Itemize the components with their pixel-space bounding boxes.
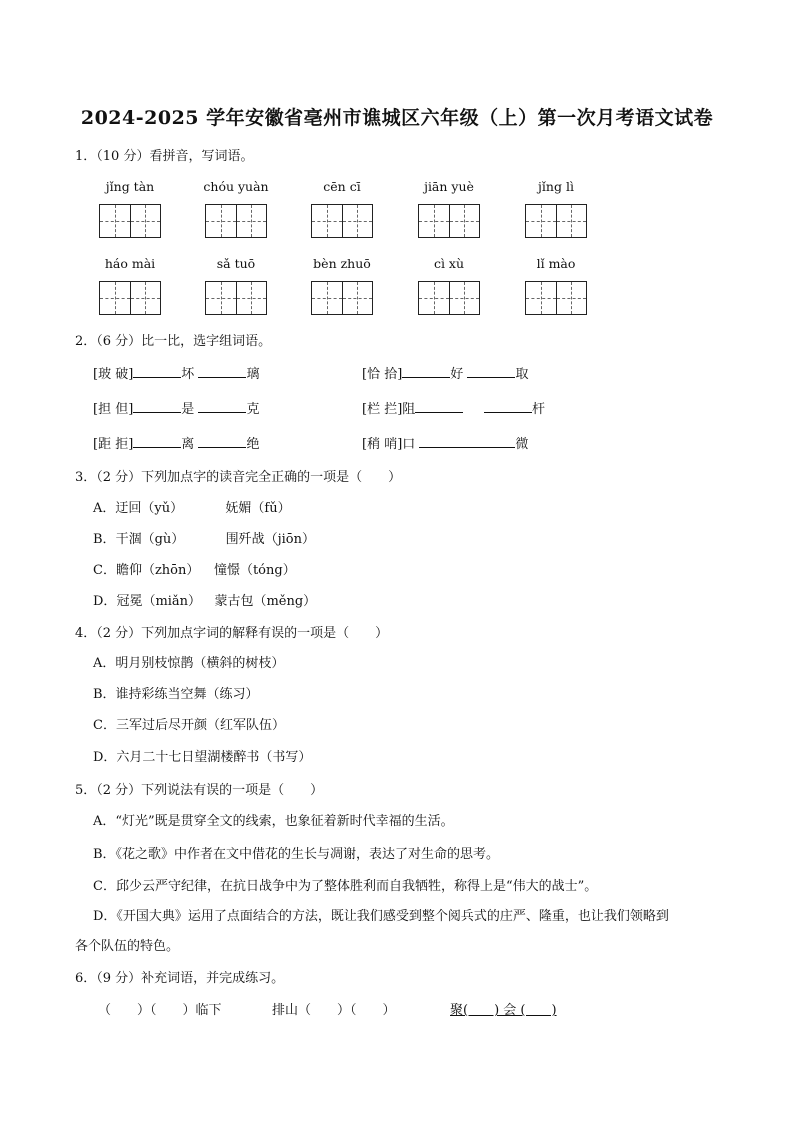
word-suffix: 克	[246, 402, 260, 417]
pinyin-text: cēn cī	[323, 179, 361, 194]
question-1-stem: 1．（10 分）看拼音，写词语。	[75, 149, 254, 164]
option-text: 迂回（yǔ）	[115, 501, 184, 516]
option-c[interactable]	[93, 559, 296, 578]
option-label: B．	[93, 532, 116, 547]
char-pair: [担 但]	[93, 402, 134, 417]
compare-row-2-right	[362, 398, 545, 417]
option-b[interactable]: B．《花之歌》中作者在文中借花的生长与凋谢，表达了对生命的思考。	[93, 847, 500, 862]
answer-blank[interactable]	[133, 435, 181, 448]
writing-grid[interactable]	[99, 204, 161, 238]
idiom-fill-3[interactable]: 聚( ) 会 ( )	[450, 1003, 557, 1018]
word-suffix: 璃	[246, 367, 260, 382]
answer-blank[interactable]	[198, 400, 246, 413]
option-a[interactable]	[93, 497, 291, 516]
option-b[interactable]	[93, 528, 315, 547]
answer-blank[interactable]	[402, 365, 450, 378]
option-d[interactable]	[93, 590, 316, 609]
char-pair: [距 拒]	[93, 437, 134, 452]
option-text: 妩媚（fǔ）	[225, 501, 291, 516]
option-c[interactable]: C．邱少云严守纪律，在抗日战争中为了整体胜利而自我牺牲，称得上是“伟大的战士”。	[93, 879, 598, 894]
pinyin-word	[186, 178, 286, 238]
option-d-continued: 各个队伍的特色。	[75, 939, 180, 954]
char-pair: [恰 拾]	[362, 367, 403, 382]
char-pair: [栏 拦]阻	[362, 402, 416, 417]
option-text: 憧憬（tóng）	[213, 563, 296, 578]
answer-blank[interactable]	[419, 435, 515, 448]
pinyin-word	[80, 255, 180, 315]
pinyin-word	[399, 178, 499, 238]
pinyin-word	[186, 255, 286, 315]
question-6-stem: 6．（9 分）补充词语，并完成练习。	[75, 971, 285, 986]
writing-grid[interactable]	[418, 281, 480, 315]
writing-grid[interactable]	[525, 281, 587, 315]
pinyin-text: jiān yuè	[424, 179, 474, 194]
pinyin-word	[292, 255, 392, 315]
pinyin-word	[506, 178, 606, 238]
question-3-stem: 3．（2 分）下列加点字的读音完全正确的一项是（ ）	[75, 470, 402, 485]
word-suffix: 是	[181, 402, 195, 417]
pinyin-text: lǐ mào	[536, 256, 576, 271]
word-suffix: 取	[515, 367, 529, 382]
writing-grid[interactable]	[525, 204, 587, 238]
compare-row-1-right	[362, 363, 528, 382]
writing-grid[interactable]	[311, 281, 373, 315]
option-d[interactable]: D．《开国大典》运用了点面结合的方法，既让我们感受到整个阅兵式的庄严、隆重，也让我们领略到	[93, 909, 669, 924]
writing-grid[interactable]	[205, 204, 267, 238]
option-text: 蒙古包（měng）	[214, 594, 317, 609]
option-text: 干涸（gù）	[115, 532, 185, 547]
pinyin-word	[506, 255, 606, 315]
option-text: 瞻仰（zhōn）	[115, 563, 200, 578]
pinyin-text: cì xù	[433, 256, 465, 271]
answer-blank[interactable]	[484, 400, 532, 413]
answer-blank[interactable]	[133, 365, 181, 378]
option-label: D．	[93, 594, 117, 609]
word-suffix: 杆	[531, 402, 545, 417]
writing-grid[interactable]	[99, 281, 161, 315]
pinyin-word	[292, 178, 392, 238]
compare-row-1-left	[93, 363, 259, 382]
compare-row-3-right	[362, 433, 528, 452]
option-a[interactable]: A．“灯光”既是贯穿全文的线索，也象征着新时代幸福的生活。	[93, 814, 454, 829]
word-suffix: 绝	[246, 437, 260, 452]
pinyin-text: sǎ tuō	[216, 256, 256, 271]
answer-blank[interactable]	[467, 365, 515, 378]
pinyin-text: bèn zhuō	[313, 256, 371, 271]
pinyin-word	[80, 178, 180, 238]
answer-blank[interactable]	[415, 400, 463, 413]
writing-grid[interactable]	[205, 281, 267, 315]
pinyin-text: háo mài	[104, 256, 156, 271]
pinyin-text: jǐng tàn	[105, 179, 155, 194]
option-d[interactable]: D．六月二十七日望湖楼醉书（书写）	[93, 750, 312, 765]
option-text: 冠冕（miǎn）	[116, 594, 202, 609]
word-suffix: 好	[450, 367, 464, 382]
word-suffix: 坏	[181, 367, 195, 382]
compare-row-2-left	[93, 398, 259, 417]
idiom-fill-1[interactable]: （ ）（ ）临下	[98, 1003, 222, 1018]
pinyin-text: chóu yuàn	[203, 179, 269, 194]
page-title: 2024-2025 学年安徽省亳州市谯城区六年级（上）第一次月考语文试卷	[80, 107, 714, 129]
char-pair: [玻 破]	[93, 367, 134, 382]
option-label: C．	[93, 563, 116, 578]
pinyin-text: jǐng lì	[538, 179, 574, 194]
answer-blank[interactable]	[133, 400, 181, 413]
char-pair: [稍 哨]口	[362, 437, 416, 452]
writing-grid[interactable]	[418, 204, 480, 238]
option-b[interactable]: B．谁持彩练当空舞（练习）	[93, 687, 259, 702]
option-text: 围歼战（jiōn）	[225, 532, 315, 547]
option-a[interactable]: A．明月别枝惊鹊（横斜的树枝）	[93, 656, 285, 671]
question-5-stem: 5．（2 分）下列说法有误的一项是（ ）	[75, 783, 324, 798]
question-2-stem: 2．（6 分）比一比，选字组词语。	[75, 334, 272, 349]
word-suffix: 离	[181, 437, 195, 452]
compare-row-3-left	[93, 433, 259, 452]
word-suffix: 微	[515, 437, 529, 452]
question-4-stem: 4．（2 分）下列加点字词的解释有误的一项是（ ）	[75, 626, 389, 641]
option-label: A．	[93, 501, 116, 516]
idiom-fill-2[interactable]: 排山（ ）（ ）	[272, 1003, 396, 1018]
writing-grid[interactable]	[311, 204, 373, 238]
answer-blank[interactable]	[198, 365, 246, 378]
pinyin-word	[399, 255, 499, 315]
answer-blank[interactable]	[198, 435, 246, 448]
option-c[interactable]: C．三军过后尽开颜（红军队伍）	[93, 718, 285, 733]
